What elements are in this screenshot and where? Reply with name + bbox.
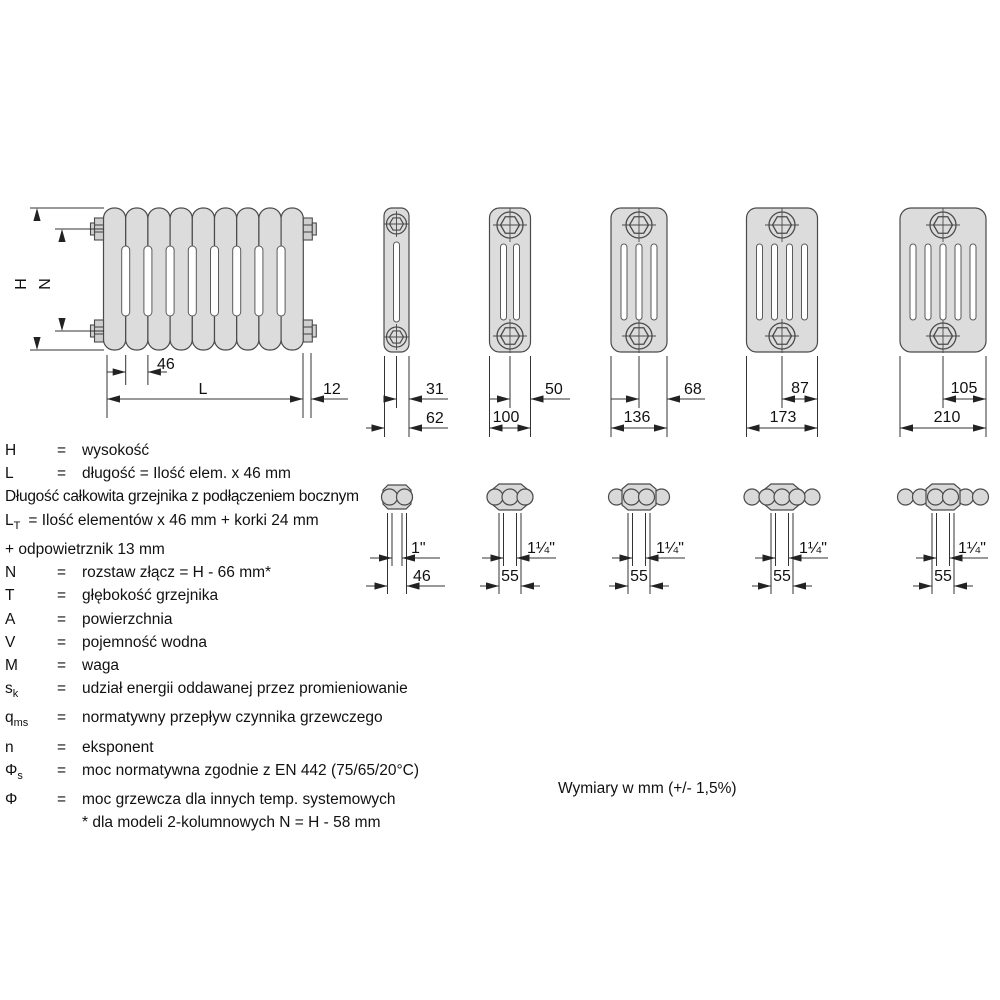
front-view [13, 208, 348, 418]
thread-dim: 1" [411, 540, 426, 557]
connection-width-dim: 55 [630, 568, 648, 585]
depth-dim: 100 [492, 409, 520, 426]
legend-row-vent: + odpowietrznik 13 mm [5, 540, 165, 558]
legend-row-qms: $q_{ms}$ = normatywny przepływ czynnika grzewczego [5, 706, 377, 735]
cross-section-4col [611, 208, 705, 437]
depth-dim: 210 [933, 409, 961, 426]
height-label: H [13, 278, 30, 290]
top-view-3col [480, 484, 556, 594]
depth-dim: 173 [769, 409, 797, 426]
connection-width-dim: 46 [413, 568, 431, 585]
symbol: A [5, 610, 16, 628]
legend-row-l: L = długość = Ilość elem. x 46 mm [5, 462, 377, 485]
thread-dim: 1¼" [656, 540, 684, 557]
legend-row-a: A = powierzchnia [5, 608, 377, 631]
legend-row-n: N = rozstaw złącz = H - 66 mm* [5, 561, 377, 584]
symbol: H [5, 442, 17, 459]
side-connection-dim: 12 [323, 381, 341, 398]
top-view-5col [744, 484, 828, 594]
cross-section-2col [366, 208, 448, 437]
symbol: $\Phi_s$ [5, 761, 23, 783]
legend-row-t: T = głębokość grzejnika [5, 584, 377, 607]
thread-dim: 1¼" [799, 540, 827, 557]
symbol: V [5, 633, 16, 651]
depth-dim: 136 [623, 409, 651, 426]
legend-row-phi-s: $\Phi_s$ = moc normatywna zgodnie z EN 442 (75/65/20°C) [5, 759, 377, 788]
top-view-2col [366, 485, 445, 594]
symbol: $L_T$ [5, 511, 21, 532]
half-depth-dim: 87 [791, 380, 809, 397]
legend-row-v: V = pojemność wodna [5, 631, 377, 654]
symbol: $s_k$ [5, 680, 19, 701]
legend [5, 439, 420, 835]
legend-row-n-exp: n = eksponent [5, 736, 377, 759]
legend-row-sk: $s_k$ = udział energii oddawanej przez promieniowanie [5, 677, 377, 706]
symbol: M [5, 656, 18, 674]
symbol: n [5, 738, 14, 756]
symbol: $q_{ms}$ [5, 709, 29, 730]
length-dim: L [198, 381, 208, 398]
half-depth-dim: 105 [950, 380, 978, 397]
top-view-4col [609, 484, 686, 594]
thread-dim: 1¼" [958, 540, 986, 557]
length-dimension-lines [107, 353, 348, 418]
symbol: Φ [5, 791, 18, 809]
legend-row-footnote: * dla modeli 2-kolumnowych N = H - 58 mm [82, 814, 381, 832]
top-view-6col [898, 484, 989, 594]
symbol: N [5, 564, 17, 582]
depth-dim: 62 [426, 410, 444, 427]
symbol: T [5, 587, 15, 605]
thread-dim: 1¼" [527, 540, 555, 557]
legend-row-m: M = waga [5, 654, 377, 677]
radiator-columns [104, 208, 304, 350]
legend-row-lt: $L_T$ = Ilość elementów x 46 mm + korki 24 mm [5, 509, 377, 538]
legend-row-h: H = wysokość [5, 439, 377, 462]
legend-row-phi: Φ = moc grzewcza dla innych temp. systemowych [5, 788, 377, 811]
half-depth-dim: 68 [684, 381, 702, 398]
cross-section-6col [900, 208, 986, 437]
half-depth-dim: 50 [545, 381, 563, 398]
connection-width-dim: 55 [934, 568, 952, 585]
dimensions-note: Wymiary w mm (+/- 1,5%) [558, 780, 737, 797]
legend-row-total-length: Długość całkowita grzejnika z podłączeniem bocznym [5, 488, 359, 506]
connection-width-dim: 55 [501, 568, 519, 585]
cross-section-5col [747, 208, 818, 437]
element-pitch-dim: 46 [157, 356, 175, 373]
cross-section-3col [490, 208, 571, 437]
half-depth-dim: 31 [426, 381, 444, 398]
connection-width-dim: 55 [773, 568, 791, 585]
joint-spacing-label: N [37, 278, 54, 290]
symbol: L [5, 465, 14, 483]
